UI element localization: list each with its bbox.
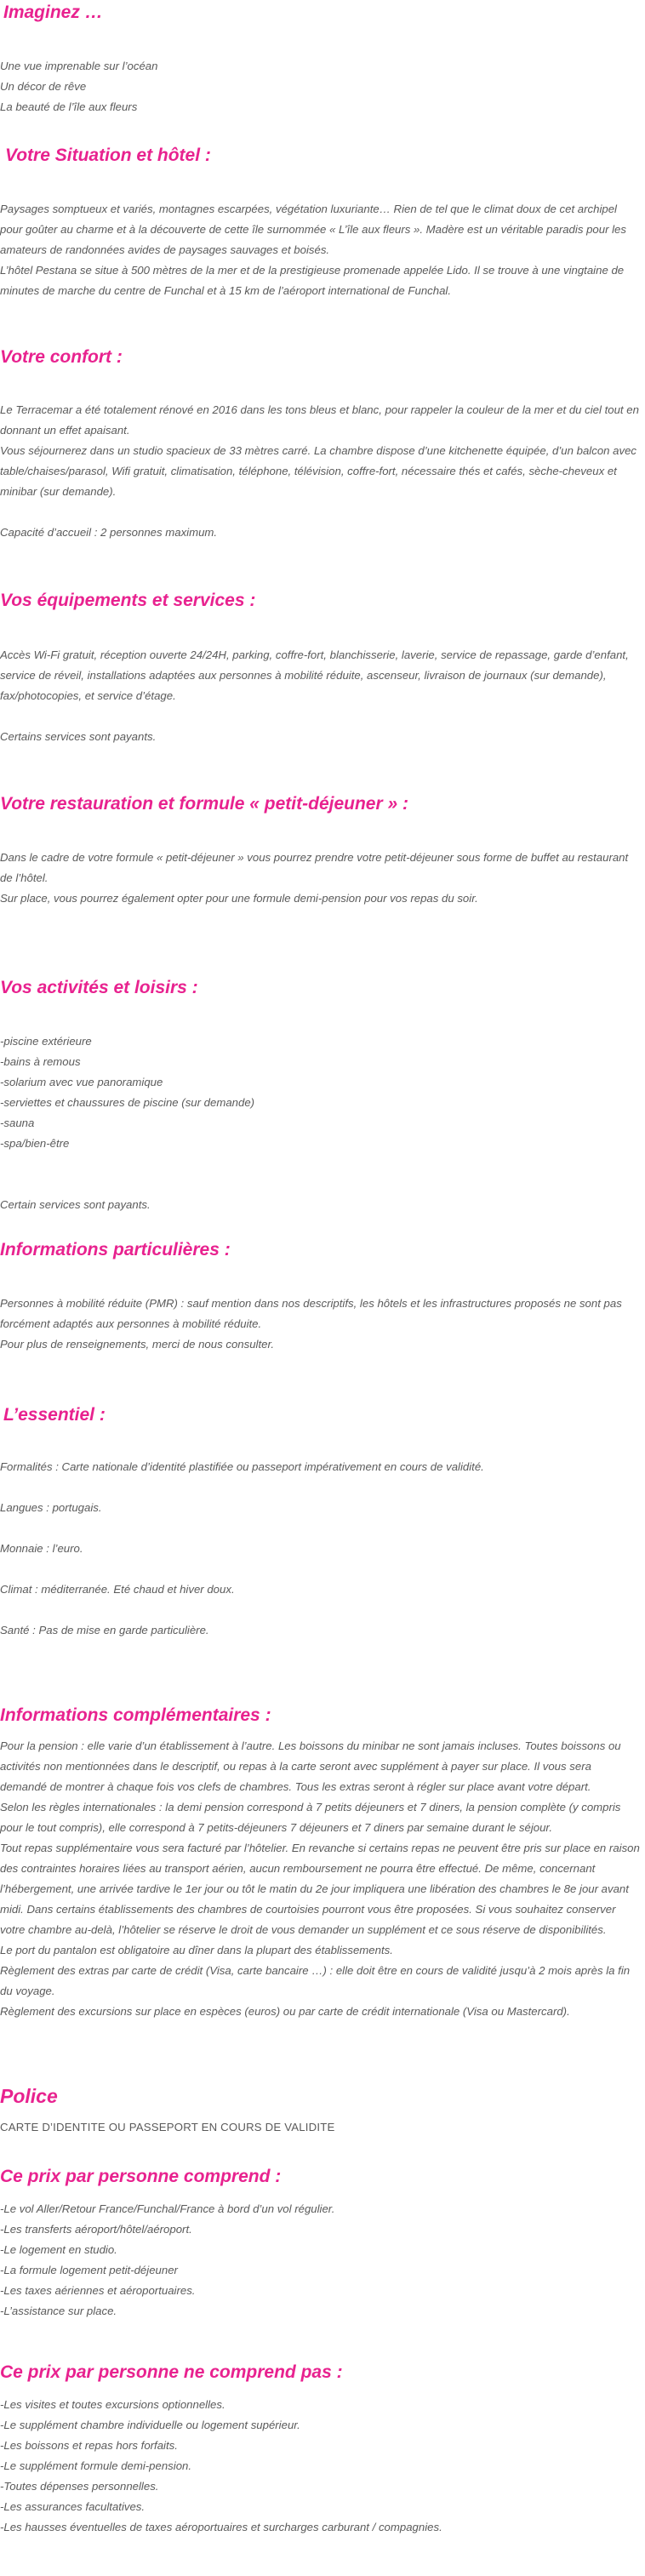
essentiel-formalites: Formalités : Carte nationale d’identité plastifiée ou passeport impérativement en cours de validité. — [0, 1460, 484, 1473]
complementaires-heading: Informations complémentaires : — [0, 1705, 271, 1725]
ne-comprend-item: -Le supplément formule demi-pension. — [0, 2459, 192, 2472]
complementaires-paragraph: Tout repas supplémentaire vous sera facturé par l’hôtelier. En revanche si certains repas ne peuvent être pris sur place en raison des contraintes horaires liées au transport aérien, aucun remboursement ne pourra être effectué. De même, concernant l’hébergement, une arrivée tardive le 1er jour ou tôt le matin du 2e jour impliquera une libération des chambres le 8e jour avant midi. Dans certains établissements des chambres de courtoisies pourront vous être proposées. Si vous souhaitez conserver votre chambre au-delà, l’hôtelier se réserve le droit de vous demander un supplément et ce sous réserve de disponibilités. — [0, 1842, 640, 1936]
ne-comprend-list — [0, 2395, 442, 2538]
imaginez-line: Un décor de rêve — [0, 80, 87, 93]
situation-paragraph: Paysages somptueux et variés, montagnes escarpées, végétation luxuriante… Rien de tel que le climat doux de cet archipel pour goûter au charme et à la découverte de cette île surnommée « L’île aux fleurs ». Madère est un véritable paradis pour les amateurs de randonnées avides de paysages sauvages et boisés. — [0, 203, 626, 256]
activites-heading: Vos activités et loisirs : — [0, 978, 198, 997]
ne-comprend-item: -Les hausses éventuelles de taxes aéroportuaires et surcharges carburant / compagnies. — [0, 2521, 442, 2533]
confort-paragraph: Vous séjournerez dans un studio spacieux de 33 mètres carré. La chambre dispose d’une kitchenette équipée, d’un balcon avec table/chaises/parasol, Wifi gratuit, climatisation, téléphone, télévision, coffre-fort, nécessaire thés et cafés, sèche-cheveux et minibar (sur demande). — [0, 444, 637, 498]
complementaires-paragraph: Pour la pension : elle varie d’un établissement à l’autre. Les boissons du minibar ne sont jamais incluses. Toutes boissons ou activités non mentionnées dans le descriptif, ou repas à la carte seront avec supplément à payer sur place. Il vous sera demandé de montrer à chaque fois vos clefs de chambres. Tous les extras seront à régler sur place avant votre départ. — [0, 1739, 621, 1793]
confort-capacity: Capacité d’accueil : 2 personnes maximum. — [0, 526, 218, 539]
comprend-heading: Ce prix par personne comprend : — [0, 2167, 282, 2186]
essentiel-heading: L’essentiel : — [3, 1405, 106, 1425]
essentiel-monnaie: Monnaie : l’euro. — [0, 1542, 83, 1555]
ne-comprend-item: -Le supplément chambre individuelle ou logement supérieur. — [0, 2419, 300, 2431]
activites-item: -serviettes et chaussures de piscine (sur demande) — [0, 1096, 255, 1109]
comprend-item: -Les transferts aéroport/hôtel/aéroport. — [0, 2223, 192, 2236]
equipements-note: Certains services sont payants. — [0, 730, 157, 743]
comprend-item: -La formule logement petit-déjeuner — [0, 2264, 178, 2276]
imaginez-lines — [0, 56, 157, 117]
complementaires-paragraph: Selon les règles internationales : la demi pension correspond à 7 petits déjeuners et 7 diners, la pension complète (y compris pour le tout compris), elle correspond à 7 petits-déjeuners 7 déjeuners et 7 diners par semaine durant le séjour. — [0, 1801, 621, 1834]
restauration-heading: Votre restauration et formule « petit-déjeuner » : — [0, 794, 408, 814]
activites-item: -bains à remous — [0, 1055, 81, 1068]
comprend-item: -L’assistance sur place. — [0, 2305, 117, 2317]
essentiel-sante: Santé : Pas de mise en garde particulière. — [0, 1624, 209, 1636]
activites-note: Certain services sont payants. — [0, 1198, 151, 1211]
complementaires-paragraph: Règlement des extras par carte de crédit (Visa, carte bancaire …) : elle doit être en cours de validité jusqu’à 2 mois après la fin du voyage. — [0, 1964, 631, 1997]
particulieres-paragraph: Personnes à mobilité réduite (PMR) : sauf mention dans nos descriptifs, les hôtels et les infrastructures proposés ne sont pas forcément adaptés aux personnes à mobilité réduite. — [0, 1297, 622, 1330]
confort-heading: Votre confort : — [0, 347, 123, 367]
activites-item: -piscine extérieure — [0, 1035, 92, 1048]
particulieres-heading: Informations particulières : — [0, 1240, 231, 1259]
complementaires-paragraph: Règlement des excursions sur place en espèces (euros) ou par carte de crédit internationale (Visa ou Mastercard). — [0, 2005, 570, 2018]
restauration-paragraph: Dans le cadre de votre formule « petit-déjeuner » vous pourrez prendre votre petit-déjeuner sous forme de buffet au restaurant de l’hôtel. — [0, 851, 629, 884]
ne-comprend-item: -Toutes dépenses personnelles. — [0, 2480, 159, 2493]
imaginez-heading: Imaginez … — [3, 3, 103, 22]
ne-comprend-heading: Ce prix par personne ne comprend pas : — [0, 2362, 343, 2382]
complementaires-paragraph: Le port du pantalon est obligatoire au dîner dans la plupart des établissements. — [0, 1944, 393, 1956]
situation-paragraph: L’hôtel Pestana se situe à 500 mètres de la mer et de la prestigieuse promenade appelée Lido. Il se trouve à une vingtaine de minutes de marche du centre de Funchal et à 15 km de l’aéroport international de Funchal. — [0, 264, 625, 297]
comprend-item: -Les taxes aériennes et aéroportuaires. — [0, 2284, 196, 2297]
ne-comprend-item: -Les boissons et repas hors forfaits. — [0, 2439, 178, 2452]
police-heading: Police — [0, 2085, 58, 2107]
activites-item: -spa/bien-être — [0, 1137, 70, 1150]
comprend-item: -Le logement en studio. — [0, 2243, 117, 2256]
equipements-paragraph: Accès Wi-Fi gratuit, réception ouverte 24/24H, parking, coffre-fort, blanchisserie, laverie, service de repassage, garde d’enfant, service de réveil, installations adaptées aux personnes à mobilité réduite, ascenseur, livraison de journaux (sur demande), fax/photocopies, et service d’étage. — [0, 648, 629, 702]
ne-comprend-item: -Les visites et toutes excursions optionnelles. — [0, 2398, 225, 2411]
activites-item: -sauna — [0, 1117, 35, 1129]
restauration-paragraph: Sur place, vous pourrez également opter pour une formule demi-pension pour vos repas du soir. — [0, 892, 478, 905]
confort-paragraph: Le Terracemar a été totalement rénové en 2016 dans les tons bleus et blanc, pour rappeler la couleur de la mer et du ciel tout en donnant un effet apaisant. — [0, 403, 639, 437]
police-text: CARTE D’IDENTITE OU PASSEPORT EN COURS DE VALIDITE — [0, 2121, 335, 2133]
imaginez-line: Une vue imprenable sur l’océan — [0, 60, 158, 72]
activites-item: -solarium avec vue panoramique — [0, 1076, 163, 1088]
activites-list — [0, 1031, 254, 1154]
comprend-list — [0, 2199, 334, 2322]
ne-comprend-item: -Les assurances facultatives. — [0, 2500, 146, 2513]
particulieres-paragraph: Pour plus de renseignements, merci de nous consulter. — [0, 1338, 275, 1351]
imaginez-line: La beauté de l’île aux fleurs — [0, 100, 138, 113]
comprend-item: -Le vol Aller/Retour France/Funchal/France à bord d’un vol régulier. — [0, 2202, 335, 2215]
equipements-heading: Vos équipements et services : — [0, 591, 256, 610]
essentiel-climat: Climat : méditerranée. Eté chaud et hiver doux. — [0, 1583, 235, 1596]
essentiel-langues: Langues : portugais. — [0, 1501, 102, 1514]
situation-heading: Votre Situation et hôtel : — [5, 146, 211, 165]
